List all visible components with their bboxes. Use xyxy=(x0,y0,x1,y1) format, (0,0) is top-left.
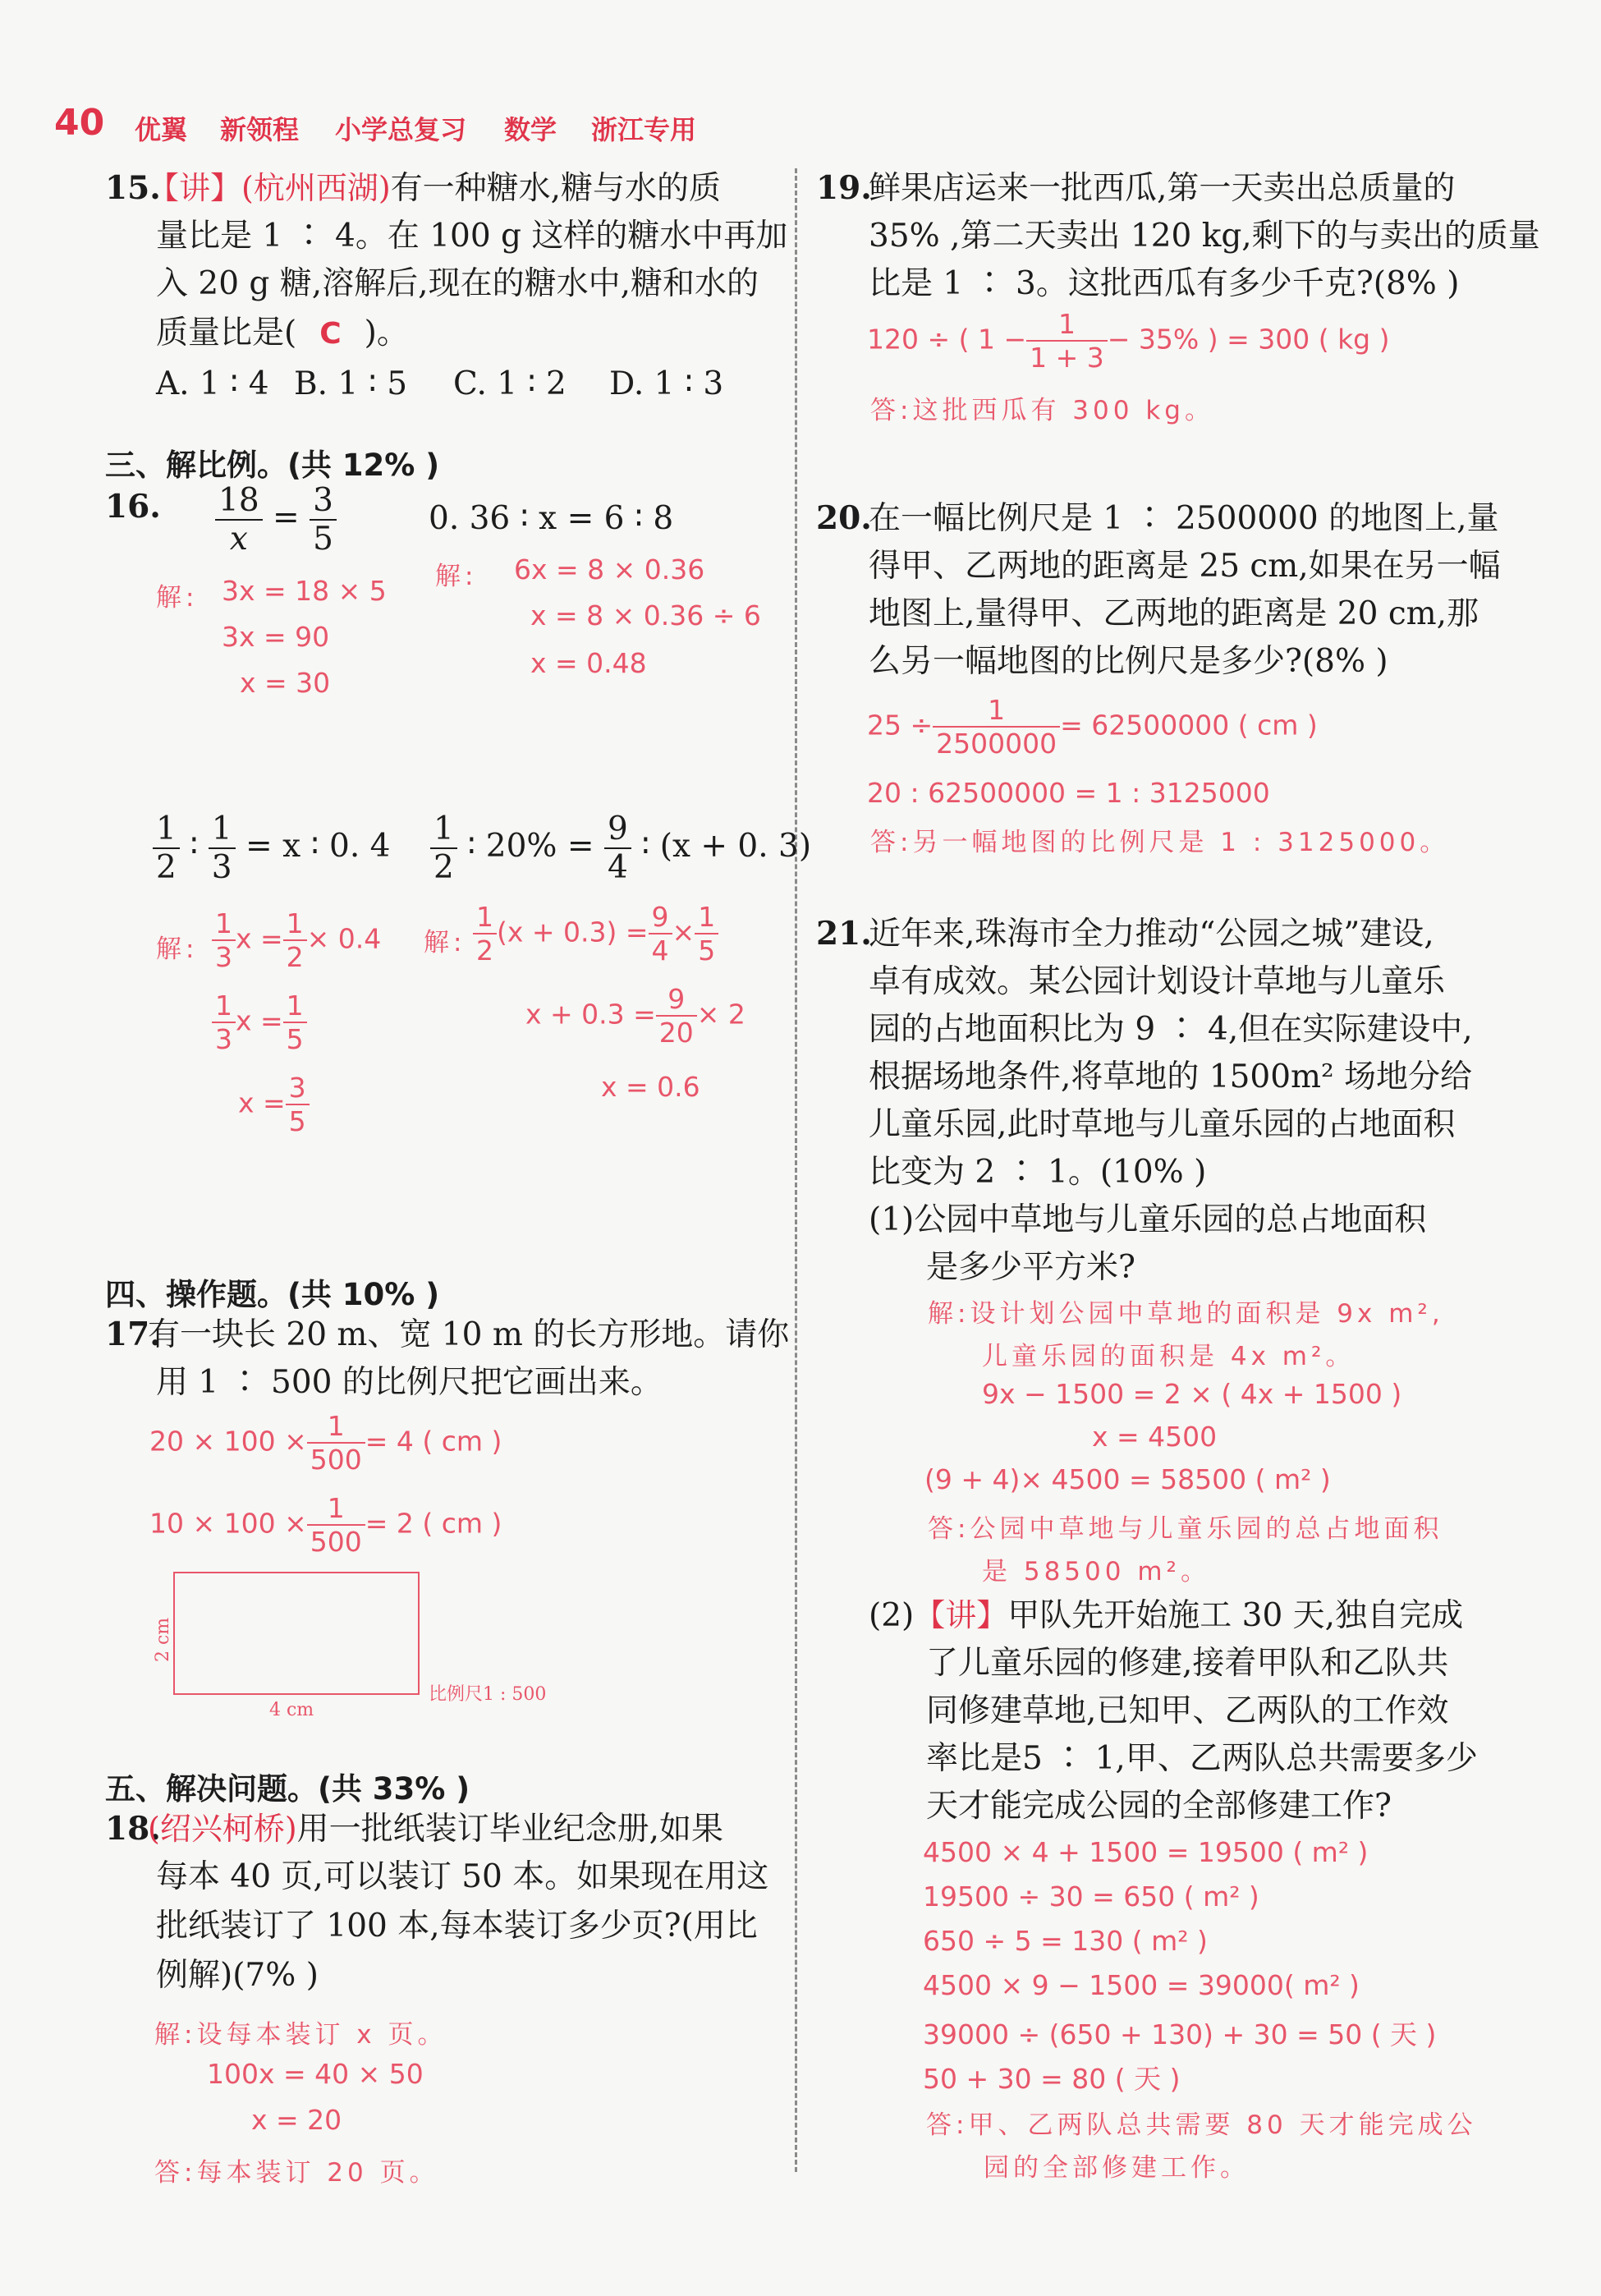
solution-label: 解: xyxy=(435,562,478,591)
question-text: 入 20 g 糖,溶解后,现在的糖水中,糖和水的 xyxy=(156,265,759,302)
solution-step: 3x = 18 × 5 xyxy=(222,575,387,607)
question-text: 35% ,第二天卖出 120 kg,剩下的与卖出的质量 xyxy=(869,218,1540,255)
answer-text: 答:甲、乙两队总共需要 80 天才能完成公 xyxy=(926,2110,1477,2140)
header-item-brand: 优翼 xyxy=(135,114,188,145)
solution-step: 39000 ÷ (650 + 130) + 30 = 50 ( 天 ) xyxy=(923,2018,1437,2050)
header-item-series: 新领程 xyxy=(220,114,300,145)
section-title: 五、解决问题。(共 33% ) xyxy=(105,1771,470,1807)
source-tag: (绍兴柯桥) xyxy=(148,1811,297,1847)
solution-step: x = 4500 xyxy=(1092,1421,1218,1453)
option-c: C. 1 ∶ 2 xyxy=(453,365,567,402)
question-text: 近年来,珠海市全力推动“公园之城”建设, xyxy=(869,916,1434,953)
question-number: 21. xyxy=(816,915,872,953)
solution-step: x = 0.48 xyxy=(530,647,647,679)
solution-step: 解:设每本装订 x 页。 xyxy=(154,2020,447,2050)
answer-text: 答:这批西瓜有 300 kg。 xyxy=(870,396,1214,425)
solution-step: x = 0.6 xyxy=(601,1071,700,1103)
solution-step: 4500 × 9 − 1500 = 39000( m² ) xyxy=(923,1969,1360,2001)
source-tag: 【讲】(杭州西湖) xyxy=(148,170,391,206)
equation-4: $\frac{1}{2}$ ∶ 20% = $\frac{9}{4}$ ∶ (x + 0. 3) xyxy=(430,813,811,884)
solution-step: $\frac{1}{3}$ x = $\frac{1}{2}$ × 0.4 xyxy=(212,910,381,971)
scale-note: 比例尺1 : 500 xyxy=(429,1684,547,1705)
solution-step: 120 ÷ ( 1 − $\frac{1}{1 + 3}$ − 35% ) = 300 ( kg ) xyxy=(867,308,1390,374)
section-title: 三、解比例。(共 12% ) xyxy=(105,448,440,483)
solution-step: 20 × 100 × $\frac{1}{500}$ = 4 ( cm ) xyxy=(149,1410,502,1476)
solution-label: 解: xyxy=(424,928,466,957)
question-text: 有一块长 20 m、宽 10 m 的长方形地。请你 xyxy=(148,1316,790,1353)
answer-text: 答:公园中草地与儿童乐园的总占地面积 xyxy=(928,1514,1443,1544)
header-item-book: 小学总复习 xyxy=(335,114,467,145)
solution-step: $\frac{1}{3}$ x = $\frac{1}{5}$ xyxy=(212,992,307,1053)
question-text: 质量比是( C )。 xyxy=(156,315,409,351)
question-text: 在一幅比例尺是 1 ∶ 2500000 的地图上,量 xyxy=(869,500,1499,537)
answer-text: 答:每本装订 20 页。 xyxy=(154,2158,439,2188)
question-text: 每本 40 页,可以装订 50 本。如果现在用这 xyxy=(156,1858,769,1895)
solution-step: 9x − 1500 = 2 × ( 4x + 1500 ) xyxy=(982,1378,1402,1410)
question-number: 17. xyxy=(105,1316,161,1353)
sub-question-2: 同修建草地,已知甲、乙两队的工作效 xyxy=(926,1692,1449,1729)
question-text: 根据场地条件,将草地的 1500m² 场地分给 xyxy=(869,1058,1473,1095)
option-a: A. 1 ∶ 4 xyxy=(156,365,269,402)
solution-step: $\frac{1}{2}$ (x + 0.3) = $\frac{9}{4}$ × $\frac{1}{5}$ xyxy=(473,903,718,964)
solution-step: 20 : 62500000 = 1 : 3125000 xyxy=(867,777,1270,809)
sub-question-2: 率比是5 ∶ 1,甲、乙两队总共需要多少 xyxy=(926,1740,1478,1777)
option-b: B. 1 ∶ 5 xyxy=(294,365,408,402)
solution-step: 4500 × 4 + 1500 = 19500 ( m² ) xyxy=(923,1836,1369,1868)
sub-question-2: (2)【讲】甲队先开始施工 30 天,独自完成 xyxy=(869,1597,1464,1634)
solution-step: 50 + 30 = 80 ( 天 ) xyxy=(923,2063,1181,2095)
answer-text: 答:另一幅地图的比例尺是 1 : 3125000。 xyxy=(870,828,1450,857)
question-text: 量比是 1 ∶ 4。在 100 g 这样的糖水中再加 xyxy=(156,218,788,255)
question-text: 批纸装订了 100 本,每本装订多少页?(用比 xyxy=(156,1908,758,1945)
solution-step: 25 ÷ $\frac{1}{2500000}$ = 62500000 ( cm ) xyxy=(867,694,1318,760)
solution-step: 100x = 40 × 50 xyxy=(207,2058,424,2090)
question-text: 鲜果店运来一批西瓜,第一天卖出总质量的 xyxy=(869,170,1456,207)
question-text: 么另一幅地图的比例尺是多少?(8% ) xyxy=(869,643,1388,680)
solution-step: x = 8 × 0.36 ÷ 6 xyxy=(530,599,761,631)
question-number: 19. xyxy=(816,169,872,207)
equation-2: 0. 36 ∶ x = 6 ∶ 8 xyxy=(429,500,674,537)
solution-step: x + 0.3 = $\frac{9}{20}$ × 2 xyxy=(525,983,745,1049)
question-text: 园的占地面积比为 9 ∶ 4,但在实际建设中, xyxy=(869,1011,1473,1048)
question-text: 得甲、乙两地的距离是 25 cm,如果在另一幅 xyxy=(869,548,1501,585)
section-title: 四、操作题。(共 10% ) xyxy=(105,1277,440,1312)
sub-question-1: (1)公园中草地与儿童乐园的总占地面积 xyxy=(869,1201,1427,1238)
question-text: 儿童乐园,此时草地与儿童乐园的占地面积 xyxy=(869,1106,1456,1143)
solution-step: 3x = 90 xyxy=(222,621,330,653)
source-tag: 【讲】 xyxy=(914,1597,1008,1633)
question-number: 18. xyxy=(105,1810,161,1848)
answer-text: 是 58500 m²。 xyxy=(982,1557,1210,1587)
drawn-rectangle xyxy=(173,1572,420,1695)
equation-3: $\frac{1}{2}$ ∶ $\frac{1}{3}$ = x ∶ 0. 4 xyxy=(153,813,390,884)
solution-step: 6x = 8 × 0.36 xyxy=(514,553,705,585)
solution-step: 19500 ÷ 30 = 650 ( m² ) xyxy=(923,1880,1259,1913)
question-text: 用一批纸装订毕业纪念册,如果 xyxy=(296,1811,724,1848)
question-text: 比是 1 ∶ 3。这批西瓜有多少千克?(8% ) xyxy=(869,265,1460,302)
answer-choice: C xyxy=(319,317,342,351)
header-item-subject: 数学 xyxy=(504,114,557,145)
question-line xyxy=(148,1811,724,1848)
page-number: 40 xyxy=(54,102,105,144)
question-number: 15. xyxy=(105,169,161,207)
column-divider xyxy=(795,168,797,2172)
width-label: 4 cm xyxy=(269,1700,314,1720)
solution-label: 解: xyxy=(156,583,199,613)
solution-step: x = 20 xyxy=(251,2104,342,2136)
solution-step: 儿童乐园的面积是 4x m²。 xyxy=(982,1342,1356,1371)
question-text: 有一种糖水,糖与水的质 xyxy=(390,170,722,207)
question-text: 用 1 ∶ 500 的比例尺把它画出来。 xyxy=(156,1364,663,1401)
question-number: 20. xyxy=(816,499,872,537)
answer-text: 园的全部修建工作。 xyxy=(984,2153,1250,2183)
height-label: 2 cm xyxy=(153,1617,173,1662)
solution-step: 解:设计划公园中草地的面积是 9x m², xyxy=(928,1299,1444,1329)
question-text: 地图上,量得甲、乙两地的距离是 20 cm,那 xyxy=(869,595,1479,632)
question-text: 例解)(7% ) xyxy=(156,1957,319,1994)
solution-label: 解: xyxy=(156,934,199,964)
question-text: 卓有成效。某公园计划设计草地与儿童乐 xyxy=(869,963,1446,1000)
sub-question-2: 天才能完成公园的全部修建工作? xyxy=(926,1788,1392,1825)
question-line xyxy=(148,170,722,207)
question-text: 比变为 2 ∶ 1。(10% ) xyxy=(869,1154,1207,1191)
solution-step: x = $\frac{3}{5}$ xyxy=(238,1074,310,1135)
question-number: 16. xyxy=(105,488,161,526)
solution-step: (9 + 4)× 4500 = 58500 ( m² ) xyxy=(924,1463,1331,1495)
solution-step: 10 × 100 × $\frac{1}{500}$ = 2 ( cm ) xyxy=(149,1492,502,1558)
sub-question-1: 是多少平方米? xyxy=(926,1249,1135,1286)
solution-step: x = 30 xyxy=(240,667,331,699)
option-d: D. 1 ∶ 3 xyxy=(609,365,724,402)
header-item-region: 浙江专用 xyxy=(591,114,697,145)
sub-question-2: 了儿童乐园的修建,接着甲队和乙队共 xyxy=(926,1645,1449,1682)
equation-1: $\frac{18}{x}$ = $\frac{3}{5}$ xyxy=(215,484,337,555)
solution-step: 650 ÷ 5 = 130 ( m² ) xyxy=(923,1925,1208,1957)
